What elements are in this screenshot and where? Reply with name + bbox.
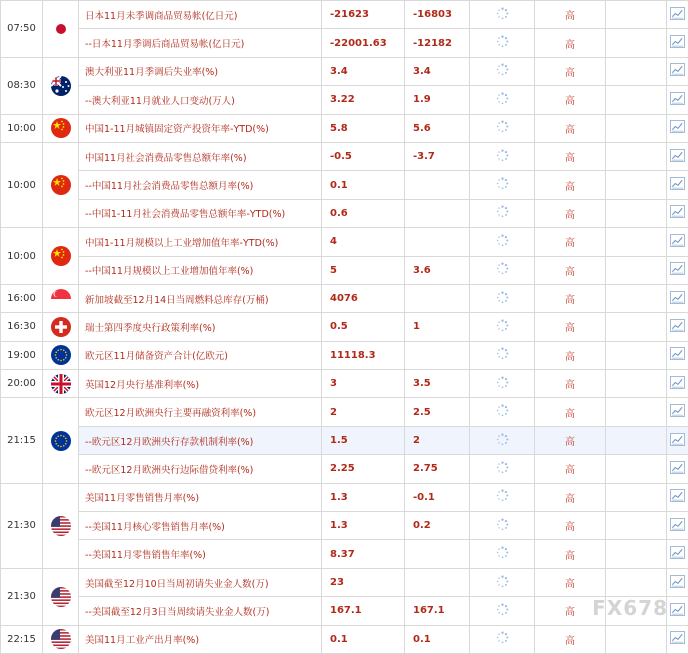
country-flag-cell xyxy=(43,483,79,568)
forecast-value xyxy=(405,568,470,596)
chart-cell[interactable] xyxy=(667,398,688,426)
importance-level: 高 xyxy=(535,142,606,170)
forecast-value: 1.9 xyxy=(405,86,470,114)
table-row[interactable] xyxy=(1,1,688,29)
chart-cell[interactable] xyxy=(667,1,688,29)
result-cell xyxy=(470,426,535,454)
actual-value: 4 xyxy=(322,228,405,256)
chart-icon[interactable] xyxy=(670,631,685,647)
country-flag-cell xyxy=(43,568,79,625)
indicator-name[interactable]: --美国截至12月3日当周续请失业金人数(万) xyxy=(79,597,322,625)
pending-icon xyxy=(496,575,509,591)
chart-cell[interactable] xyxy=(667,256,688,284)
result-cell xyxy=(470,171,535,199)
actual-value: 2 xyxy=(322,398,405,426)
actual-value: 5 xyxy=(322,256,405,284)
chart-icon[interactable] xyxy=(670,518,685,534)
importance-level: 高 xyxy=(535,29,606,57)
uk-flag-icon xyxy=(51,374,71,394)
importance-level: 高 xyxy=(535,114,606,142)
pending-icon xyxy=(496,120,509,136)
table-row[interactable] xyxy=(1,86,688,114)
result-cell xyxy=(470,455,535,483)
empty-cell xyxy=(606,625,667,653)
pending-icon xyxy=(496,347,509,363)
result-cell xyxy=(470,313,535,341)
indicator-name[interactable]: 美国截至12月10日当周初请失业金人数(万) xyxy=(79,568,322,596)
chart-icon[interactable] xyxy=(670,234,685,250)
event-time: 10:00 xyxy=(1,114,43,142)
result-cell xyxy=(470,398,535,426)
importance-level: 高 xyxy=(535,284,606,312)
empty-cell xyxy=(606,483,667,511)
importance-level: 高 xyxy=(535,86,606,114)
table-row[interactable] xyxy=(1,57,688,85)
result-cell xyxy=(470,29,535,57)
chart-icon[interactable] xyxy=(670,177,685,193)
empty-cell xyxy=(606,512,667,540)
pending-icon xyxy=(496,234,509,250)
event-time: 22:15 xyxy=(1,625,43,653)
actual-value: 8.37 xyxy=(322,540,405,568)
chart-icon[interactable] xyxy=(670,35,685,51)
indicator-name[interactable]: --澳大利亚11月就业人口变动(万人) xyxy=(79,86,322,114)
importance-level: 高 xyxy=(535,1,606,29)
empty-cell xyxy=(606,313,667,341)
switzerland-flag-icon xyxy=(51,317,71,337)
result-cell xyxy=(470,597,535,625)
chart-cell[interactable] xyxy=(667,29,688,57)
country-flag-cell xyxy=(43,625,79,653)
chart-cell[interactable] xyxy=(667,57,688,85)
table-row[interactable] xyxy=(1,370,688,398)
result-cell xyxy=(470,370,535,398)
actual-value: 167.1 xyxy=(322,597,405,625)
chart-icon[interactable] xyxy=(670,262,685,278)
empty-cell xyxy=(606,540,667,568)
country-flag-cell xyxy=(43,228,79,285)
table-row[interactable] xyxy=(1,625,688,653)
table-row[interactable] xyxy=(1,341,688,369)
importance-level: 高 xyxy=(535,455,606,483)
country-flag-cell xyxy=(43,341,79,369)
indicator-name[interactable]: 中国1-11月规模以上工业增加值年率-YTD(%) xyxy=(79,228,322,256)
importance-level: 高 xyxy=(535,398,606,426)
empty-cell xyxy=(606,57,667,85)
table-row[interactable] xyxy=(1,455,688,483)
event-time: 20:00 xyxy=(1,370,43,398)
forecast-value xyxy=(405,341,470,369)
pending-icon xyxy=(496,205,509,221)
chart-cell[interactable] xyxy=(667,568,688,596)
chart-cell[interactable] xyxy=(667,426,688,454)
indicator-name[interactable]: 欧元区11月储备资产合计(亿欧元) xyxy=(79,341,322,369)
table-row[interactable] xyxy=(1,256,688,284)
pending-icon xyxy=(496,546,509,562)
forecast-value: -16803 xyxy=(405,1,470,29)
actual-value: 3 xyxy=(322,370,405,398)
eu-flag-icon xyxy=(51,345,71,365)
forecast-value: 3.5 xyxy=(405,370,470,398)
chart-icon[interactable] xyxy=(670,149,685,165)
pending-icon xyxy=(496,291,509,307)
chart-icon[interactable] xyxy=(670,63,685,79)
chart-icon[interactable] xyxy=(670,575,685,591)
pending-icon xyxy=(496,489,509,505)
usa-flag-icon xyxy=(51,516,71,536)
pending-icon xyxy=(496,35,509,51)
chart-cell[interactable] xyxy=(667,625,688,653)
empty-cell xyxy=(606,228,667,256)
country-flag-cell xyxy=(43,114,79,142)
chart-cell[interactable] xyxy=(667,313,688,341)
indicator-name[interactable]: --欧元区12月欧洲央行存款机制利率(%) xyxy=(79,426,322,454)
table-row[interactable] xyxy=(1,398,688,426)
usa-flag-icon xyxy=(51,629,71,649)
actual-value: -22001.63 xyxy=(322,29,405,57)
actual-value: 2.25 xyxy=(322,455,405,483)
australia-flag-icon xyxy=(51,76,71,96)
indicator-name[interactable]: --美国11月零售销售年率(%) xyxy=(79,540,322,568)
actual-value: 0.1 xyxy=(322,625,405,653)
importance-level: 高 xyxy=(535,228,606,256)
pending-icon xyxy=(496,461,509,477)
chart-icon[interactable] xyxy=(670,603,685,619)
chart-cell[interactable] xyxy=(667,171,688,199)
event-time: 08:30 xyxy=(1,57,43,114)
result-cell xyxy=(470,57,535,85)
chart-icon[interactable] xyxy=(670,404,685,420)
table-row[interactable] xyxy=(1,228,688,256)
event-time: 10:00 xyxy=(1,228,43,285)
actual-value: 4076 xyxy=(322,284,405,312)
forecast-value: -12182 xyxy=(405,29,470,57)
actual-value: -21623 xyxy=(322,1,405,29)
pending-icon xyxy=(496,603,509,619)
chart-cell[interactable] xyxy=(667,455,688,483)
table-row[interactable] xyxy=(1,426,688,454)
pending-icon xyxy=(496,319,509,335)
country-flag-cell xyxy=(43,313,79,341)
forecast-value: -0.1 xyxy=(405,483,470,511)
forecast-value: 2 xyxy=(405,426,470,454)
chart-cell[interactable] xyxy=(667,284,688,312)
forecast-value: 3.6 xyxy=(405,256,470,284)
indicator-name[interactable]: --美国11月核心零售销售月率(%) xyxy=(79,512,322,540)
japan-flag-icon xyxy=(51,19,71,39)
table-row[interactable] xyxy=(1,483,688,511)
indicator-name[interactable]: 澳大利亚11月季调后失业率(%) xyxy=(79,57,322,85)
result-cell xyxy=(470,540,535,568)
chart-icon[interactable] xyxy=(670,347,685,363)
table-row[interactable] xyxy=(1,171,688,199)
result-cell xyxy=(470,512,535,540)
chart-cell[interactable] xyxy=(667,483,688,511)
empty-cell xyxy=(606,256,667,284)
event-time: 21:15 xyxy=(1,398,43,483)
country-flag-cell xyxy=(43,370,79,398)
country-flag-cell xyxy=(43,1,79,58)
indicator-name[interactable]: 欧元区12月欧洲央行主要再融资利率(%) xyxy=(79,398,322,426)
chart-icon[interactable] xyxy=(670,376,685,392)
chart-icon[interactable] xyxy=(670,120,685,136)
fx678-watermark: FX678 xyxy=(592,596,668,620)
singapore-flag-icon xyxy=(51,289,71,309)
result-cell xyxy=(470,199,535,227)
indicator-name[interactable]: 中国11月社会消费品零售总额年率(%) xyxy=(79,142,322,170)
chart-cell[interactable] xyxy=(667,540,688,568)
pending-icon xyxy=(496,262,509,278)
forecast-value: 0.2 xyxy=(405,512,470,540)
importance-level: 高 xyxy=(535,426,606,454)
table-row[interactable] xyxy=(1,199,688,227)
indicator-name[interactable]: 新加坡截至12月14日当周燃料总库存(万桶) xyxy=(79,284,322,312)
result-cell xyxy=(470,284,535,312)
table-row[interactable] xyxy=(1,142,688,170)
importance-level: 高 xyxy=(535,512,606,540)
chart-icon[interactable] xyxy=(670,319,685,335)
indicator-name[interactable]: 瑞士第四季度央行政策利率(%) xyxy=(79,313,322,341)
chart-icon[interactable] xyxy=(670,489,685,505)
event-time: 21:30 xyxy=(1,568,43,625)
actual-value: 3.4 xyxy=(322,57,405,85)
result-cell xyxy=(470,228,535,256)
chart-cell[interactable] xyxy=(667,370,688,398)
actual-value: 1.3 xyxy=(322,483,405,511)
result-cell xyxy=(470,86,535,114)
indicator-name[interactable]: 中国1-11月城镇固定资产投资年率-YTD(%) xyxy=(79,114,322,142)
table-row[interactable] xyxy=(1,568,688,596)
result-cell xyxy=(470,568,535,596)
result-cell xyxy=(470,625,535,653)
importance-level: 高 xyxy=(535,256,606,284)
forecast-value xyxy=(405,540,470,568)
country-flag-cell xyxy=(43,142,79,227)
country-flag-cell xyxy=(43,57,79,114)
empty-cell xyxy=(606,284,667,312)
actual-value: 3.22 xyxy=(322,86,405,114)
empty-cell xyxy=(606,1,667,29)
forecast-value: 3.4 xyxy=(405,57,470,85)
event-time: 21:30 xyxy=(1,483,43,568)
event-time: 07:50 xyxy=(1,1,43,58)
forecast-value xyxy=(405,284,470,312)
chart-cell[interactable] xyxy=(667,199,688,227)
event-time: 10:00 xyxy=(1,142,43,227)
event-time: 16:00 xyxy=(1,284,43,312)
importance-level: 高 xyxy=(535,597,606,625)
result-cell xyxy=(470,341,535,369)
empty-cell xyxy=(606,568,667,596)
actual-value: 5.8 xyxy=(322,114,405,142)
pending-icon xyxy=(496,63,509,79)
importance-level: 高 xyxy=(535,57,606,85)
usa-flag-icon xyxy=(51,587,71,607)
importance-level: 高 xyxy=(535,540,606,568)
chart-cell[interactable] xyxy=(667,114,688,142)
result-cell xyxy=(470,142,535,170)
pending-icon xyxy=(496,7,509,23)
table-row[interactable] xyxy=(1,512,688,540)
pending-icon xyxy=(496,92,509,108)
importance-level: 高 xyxy=(535,568,606,596)
pending-icon xyxy=(496,149,509,165)
importance-level: 高 xyxy=(535,483,606,511)
indicator-name[interactable]: --中国11月规模以上工业增加值年率(%) xyxy=(79,256,322,284)
indicator-name[interactable]: --中国11月社会消费品零售总额月率(%) xyxy=(79,171,322,199)
pending-icon xyxy=(496,631,509,647)
empty-cell xyxy=(606,398,667,426)
table-row[interactable] xyxy=(1,540,688,568)
forecast-value: 2.75 xyxy=(405,455,470,483)
table-row[interactable] xyxy=(1,29,688,57)
actual-value: -0.5 xyxy=(322,142,405,170)
chart-cell[interactable] xyxy=(667,228,688,256)
result-cell xyxy=(470,256,535,284)
actual-value: 0.6 xyxy=(322,199,405,227)
importance-level: 高 xyxy=(535,341,606,369)
forecast-value: -3.7 xyxy=(405,142,470,170)
indicator-name[interactable]: --中国1-11月社会消费品零售总额年率-YTD(%) xyxy=(79,199,322,227)
empty-cell xyxy=(606,171,667,199)
forecast-value: 5.6 xyxy=(405,114,470,142)
forecast-value xyxy=(405,199,470,227)
empty-cell xyxy=(606,199,667,227)
chart-icon[interactable] xyxy=(670,461,685,477)
actual-value: 11118.3 xyxy=(322,341,405,369)
empty-cell xyxy=(606,426,667,454)
result-cell xyxy=(470,483,535,511)
forecast-value: 167.1 xyxy=(405,597,470,625)
importance-level: 高 xyxy=(535,313,606,341)
importance-level: 高 xyxy=(535,370,606,398)
chart-icon[interactable] xyxy=(670,433,685,449)
country-flag-cell xyxy=(43,398,79,483)
chart-cell[interactable] xyxy=(667,142,688,170)
actual-value: 0.5 xyxy=(322,313,405,341)
importance-level: 高 xyxy=(535,171,606,199)
actual-value: 0.1 xyxy=(322,171,405,199)
forecast-value: 2.5 xyxy=(405,398,470,426)
china-flag-icon xyxy=(51,118,71,138)
table-row[interactable] xyxy=(1,114,688,142)
pending-icon xyxy=(496,177,509,193)
actual-value: 23 xyxy=(322,568,405,596)
chart-icon[interactable] xyxy=(670,92,685,108)
chart-icon[interactable] xyxy=(670,291,685,307)
eu-flag-icon xyxy=(51,431,71,451)
forecast-value xyxy=(405,228,470,256)
china-flag-icon xyxy=(51,175,71,195)
forecast-value: 0.1 xyxy=(405,625,470,653)
empty-cell xyxy=(606,86,667,114)
importance-level: 高 xyxy=(535,625,606,653)
importance-level: 高 xyxy=(535,199,606,227)
indicator-name[interactable]: 日本11月未季调商品贸易帐(亿日元) xyxy=(79,1,322,29)
forecast-value: 1 xyxy=(405,313,470,341)
event-time: 16:30 xyxy=(1,313,43,341)
country-flag-cell xyxy=(43,284,79,312)
china-flag-icon xyxy=(51,246,71,266)
chart-cell[interactable] xyxy=(667,341,688,369)
result-cell xyxy=(470,1,535,29)
table-row[interactable] xyxy=(1,597,688,625)
forecast-value xyxy=(405,171,470,199)
table-row[interactable] xyxy=(1,284,688,312)
empty-cell xyxy=(606,114,667,142)
pending-icon xyxy=(496,404,509,420)
empty-cell xyxy=(606,142,667,170)
indicator-name[interactable]: 美国11月零售销售月率(%) xyxy=(79,483,322,511)
result-cell xyxy=(470,114,535,142)
chart-icon[interactable] xyxy=(670,205,685,221)
indicator-name[interactable]: --欧元区12月欧洲央行边际借贷利率(%) xyxy=(79,455,322,483)
pending-icon xyxy=(496,376,509,392)
event-time: 19:00 xyxy=(1,341,43,369)
indicator-name[interactable]: 英国12月央行基准利率(%) xyxy=(79,370,322,398)
chart-icon[interactable] xyxy=(670,546,685,562)
empty-cell xyxy=(606,455,667,483)
indicator-name[interactable]: 美国11月工业产出月率(%) xyxy=(79,625,322,653)
chart-cell[interactable] xyxy=(667,86,688,114)
empty-cell xyxy=(606,341,667,369)
chart-cell[interactable] xyxy=(667,597,688,625)
actual-value: 1.3 xyxy=(322,512,405,540)
chart-icon[interactable] xyxy=(670,7,685,23)
table-row[interactable] xyxy=(1,313,688,341)
indicator-name[interactable]: --日本11月季调后商品贸易帐(亿日元) xyxy=(79,29,322,57)
chart-cell[interactable] xyxy=(667,512,688,540)
empty-cell xyxy=(606,370,667,398)
empty-cell xyxy=(606,29,667,57)
actual-value: 1.5 xyxy=(322,426,405,454)
pending-icon xyxy=(496,518,509,534)
pending-icon xyxy=(496,433,509,449)
